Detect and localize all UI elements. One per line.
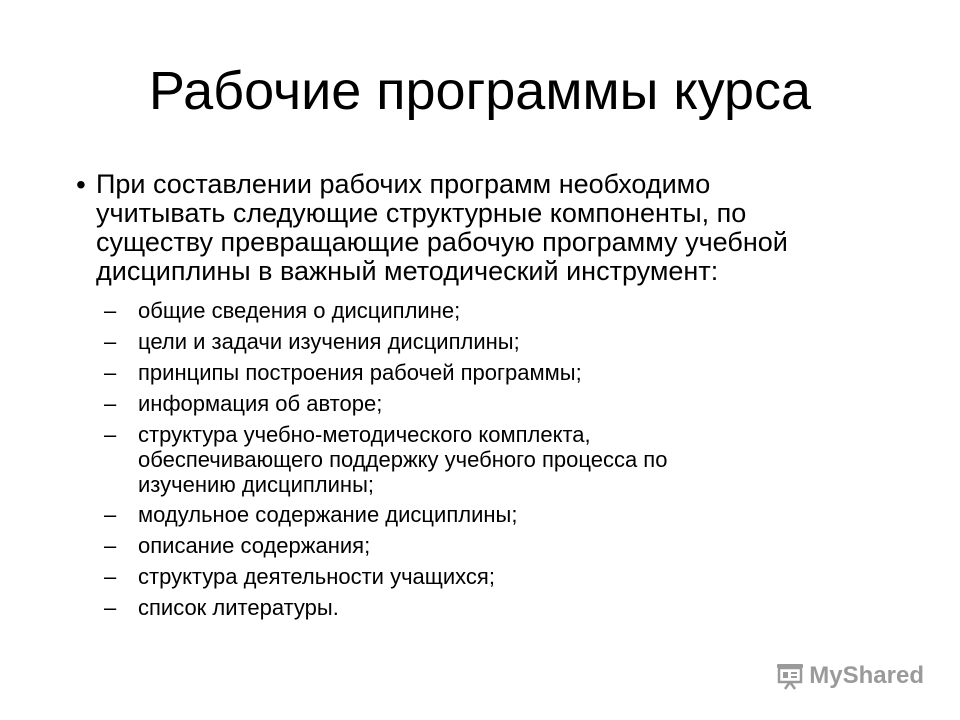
list-item-text: список литературы.: [138, 595, 339, 620]
list-item-text: структура деятельности учащихся;: [138, 564, 495, 589]
slide-title: Рабочие программы курса: [148, 61, 812, 121]
watermark: [775, 662, 924, 690]
list-item: [104, 360, 744, 386]
dash-icon: –: [104, 564, 117, 589]
dash-icon: –: [104, 595, 117, 620]
list-item: [104, 564, 744, 590]
list-item: [104, 298, 744, 324]
list-item-text: описание содержания;: [138, 533, 371, 558]
dash-icon: –: [104, 502, 117, 527]
sub-list: [104, 298, 744, 621]
list-item: [104, 329, 744, 355]
bullet-block: [76, 170, 896, 626]
main-bullet-text: При составлении рабочих программ необходимо учитывать следующие структурные компоненты, по существу превращающие рабочую программу учебной дисциплины в важный методический инструмент:: [96, 169, 788, 286]
list-item: [104, 595, 744, 621]
projector-screen-icon: [775, 662, 805, 690]
dash-icon: –: [104, 329, 117, 354]
main-bullet: [76, 170, 896, 286]
list-item-text: информация об авторе;: [138, 391, 383, 416]
dash-icon: –: [104, 391, 117, 416]
list-item-text: принципы построения рабочей программы;: [138, 360, 582, 385]
list-item: [104, 502, 744, 528]
bullet-dot-icon: •: [76, 169, 86, 200]
list-item-text: модульное содержание дисциплины;: [138, 502, 518, 527]
list-item-text: структура учебно-методического комплекта, обеспечивающего поддержку учебного процесса по изучению дисциплины;: [138, 422, 668, 497]
dash-icon: –: [104, 533, 117, 558]
list-item-text: цели и задачи изучения дисциплины;: [138, 329, 520, 354]
list-item-text: общие сведения о дисциплине;: [138, 298, 461, 323]
watermark-text: MyShared: [809, 662, 924, 689]
list-item: [104, 533, 744, 559]
list-item: [104, 391, 744, 417]
dash-icon: –: [104, 360, 117, 385]
list-item: [104, 422, 744, 497]
dash-icon: –: [104, 298, 117, 323]
dash-icon: –: [104, 422, 117, 447]
